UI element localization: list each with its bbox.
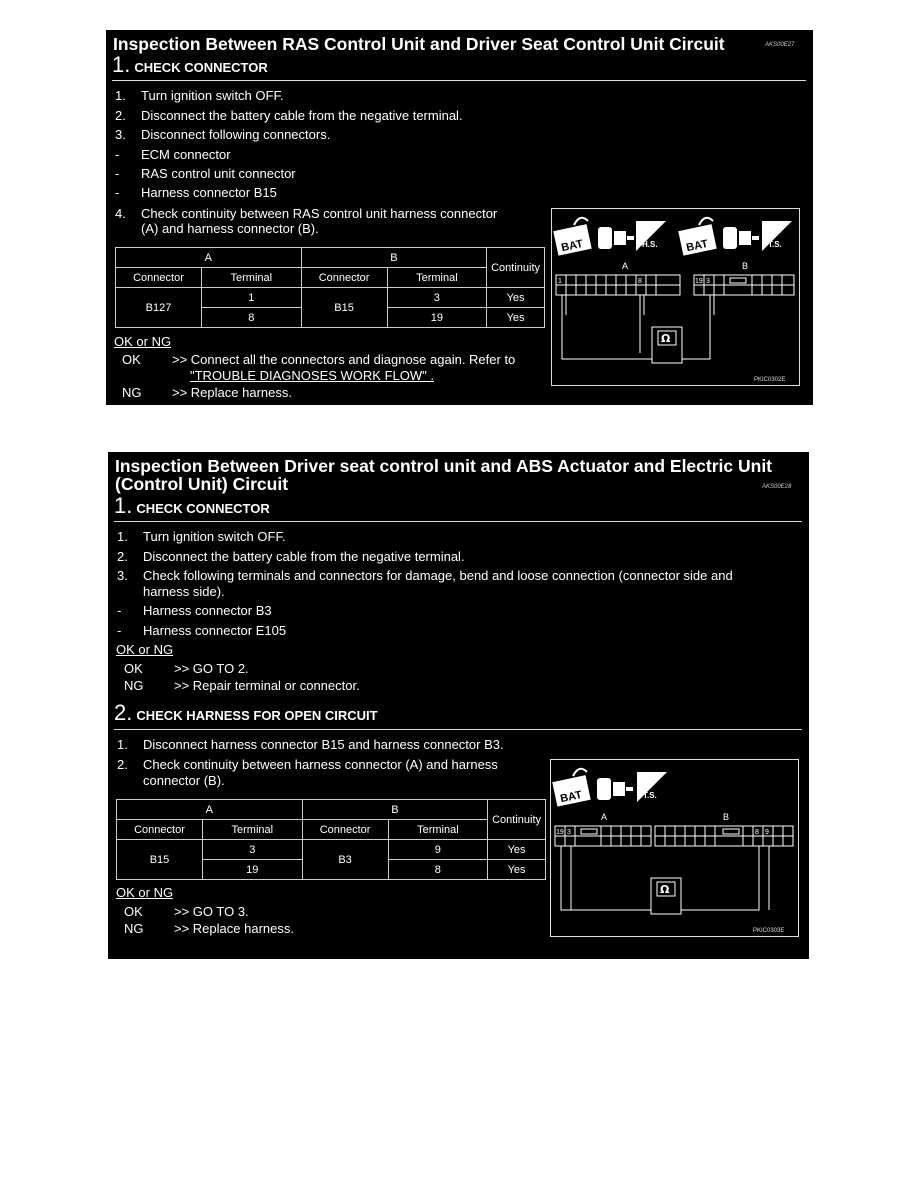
svg-text:8: 8 (638, 278, 642, 285)
divider (114, 729, 802, 730)
connector-a (556, 275, 680, 295)
svg-text:BAT: BAT (685, 237, 710, 255)
divider (112, 80, 806, 81)
table-cell: Yes (487, 288, 545, 308)
svg-text:B: B (723, 812, 730, 822)
table-header-connector: Connector (117, 820, 203, 840)
continuity-table (116, 799, 546, 880)
table-header-terminal: Terminal (387, 268, 487, 288)
step-heading (112, 52, 268, 78)
table-header-b: B (301, 248, 487, 268)
section-title-cont: (Control Unit) Circuit (115, 474, 289, 494)
continuity-check-diagram (552, 209, 799, 385)
svg-text:3: 3 (706, 278, 710, 285)
svg-text:B: B (742, 261, 749, 271)
svg-text:1: 1 (558, 278, 562, 285)
svg-text:BAT: BAT (560, 237, 585, 255)
svg-text:19: 19 (556, 829, 564, 836)
svg-text:BAT: BAT (559, 788, 584, 806)
svg-text:A: A (601, 812, 608, 822)
svg-text:19: 19 (695, 278, 703, 285)
table-cell: 9 (388, 840, 488, 860)
section-driver-seat-abs: Inspection Between Driver seat control unit and ABS Actuator and Electric Unit (Control Unit) Circuit AKS00E28 1. CHECK CONNECTOR 1. Turn ignition switch OFF. 2. Disconnect the battery cable from the negative terminal. 3. Check following terminals and connectors for damage, bend and loose connection (connector side and harness side). - Harness connector B3 - Harness connector E105 OK or NG OK >> GO TO 2. NG >> Repair terminal or connector. 2. CHECK HARNESS FOR OPEN CIRCUIT 1. Disconnect harness connector B15 and harness connector B3. 2. Check continuity between harness connector (A) and harness connector (B). A B Continuity Connector Terminal Connector Terminal B15 3 B3 9 Yes 19 8 Yes OK or NG OK >> GO TO 3. NG >> Replace harness. BAT T.S. A B 19 3 8 9 Ω PKIC0303E (108, 452, 809, 959)
step-heading (114, 700, 378, 726)
step-number: 1. (114, 493, 133, 518)
svg-text:T.S.: T.S. (643, 791, 657, 800)
table-cell: 8 (202, 308, 302, 328)
step-heading (114, 493, 270, 519)
table-cell: B3 (302, 840, 388, 880)
connector-icon (723, 227, 759, 249)
table-header-b: B (302, 800, 488, 820)
table-header-connector: Connector (116, 268, 202, 288)
ohmmeter-icon (651, 878, 681, 914)
harness-side-icon (636, 221, 666, 251)
doc-code: AKS00E28 (762, 484, 792, 490)
table-cell: 19 (387, 308, 487, 328)
svg-text:9: 9 (765, 829, 769, 836)
svg-text:A: A (622, 261, 629, 271)
table-cell: Yes (488, 840, 546, 860)
doc-code: AKS00E27 (765, 42, 795, 48)
ok-or-ng-heading: OK or NG (116, 885, 174, 900)
table-cell: Yes (487, 308, 545, 328)
svg-text:3: 3 (567, 829, 571, 836)
connector-diagram (551, 208, 800, 386)
table-header-terminal: Terminal (388, 820, 488, 840)
table-cell: Yes (488, 860, 546, 880)
table-header-a: A (116, 248, 302, 268)
svg-text:H.S.: H.S. (642, 240, 658, 249)
table-cell: B15 (117, 840, 203, 880)
connector-b (655, 826, 793, 846)
connector-icon (598, 227, 634, 249)
connector-icon (597, 778, 633, 800)
section-title: Inspection Between Driver seat control unit and ABS Actuator and Electric Unit (115, 456, 773, 476)
svg-text:8: 8 (755, 829, 759, 836)
step-label: CHECK HARNESS FOR OPEN CIRCUIT (136, 708, 378, 723)
svg-text:Ω: Ω (660, 883, 670, 896)
table-header-terminal: Terminal (202, 268, 302, 288)
svg-text:Ω: Ω (661, 332, 671, 345)
table-cell: 3 (387, 288, 487, 308)
terminal-side-icon (762, 221, 792, 251)
table-header-connector: Connector (302, 820, 388, 840)
section-ras-driver-seat: Inspection Between RAS Control Unit and Driver Seat Control Unit Circuit AKS00E27 1. CHECK CONNECTOR 1. Turn ignition switch OFF. 2. Disconnect the battery cable from the negative terminal. 3. Disconnect following connectors. - ECM connector - RAS control unit connector - Harness connector B15 4. Check continuity between RAS control unit harness connector (A) and harness connector (B). A B Continuity Connector Terminal Connector Terminal B127 1 B15 3 Yes 8 19 Yes OK or NG OK >> Connect all the connectors and diagnose again. Refer to "TROUBLE DIAGNOSES WORK FLOW" . NG >> Replace harness. BAT H.S. BAT T.S. A B 1 8 19 3 Ω PKIC0302E (106, 30, 813, 405)
step-number: 1. (112, 52, 131, 77)
table-cell: 8 (388, 860, 488, 880)
table-header-continuity: Continuity (488, 800, 546, 840)
table-cell: B15 (301, 288, 387, 328)
divider (114, 521, 802, 522)
table-cell: 19 (203, 860, 303, 880)
battery-icon (678, 218, 718, 256)
battery-icon (553, 218, 593, 256)
continuity-table (115, 247, 545, 328)
terminal-side-icon (637, 772, 667, 802)
continuity-check-diagram (551, 760, 798, 936)
step-label: CHECK CONNECTOR (136, 501, 270, 516)
table-cell: B127 (116, 288, 202, 328)
svg-text:T.S.: T.S. (768, 240, 782, 249)
step-number: 2. (114, 700, 133, 725)
svg-text:PKIC0302E: PKIC0302E (754, 377, 786, 383)
trouble-diagnoses-link[interactable]: "TROUBLE DIAGNOSES WORK FLOW" . (190, 368, 434, 383)
svg-text:PKIC0303E: PKIC0303E (753, 928, 785, 934)
ohmmeter-icon (652, 327, 682, 363)
table-header-a: A (117, 800, 303, 820)
table-header-continuity: Continuity (487, 248, 545, 288)
battery-icon (552, 769, 592, 807)
table-header-terminal: Terminal (203, 820, 303, 840)
ok-or-ng-heading: OK or NG (116, 642, 174, 657)
probe-wires (562, 295, 714, 359)
section-title: Inspection Between RAS Control Unit and Driver Seat Control Unit Circuit (113, 34, 725, 54)
table-cell: 3 (203, 840, 303, 860)
table-cell: 1 (202, 288, 302, 308)
ok-or-ng-heading: OK or NG (114, 334, 172, 349)
table-header-connector: Connector (301, 268, 387, 288)
step-label: CHECK CONNECTOR (134, 60, 268, 75)
connector-diagram (550, 759, 799, 937)
